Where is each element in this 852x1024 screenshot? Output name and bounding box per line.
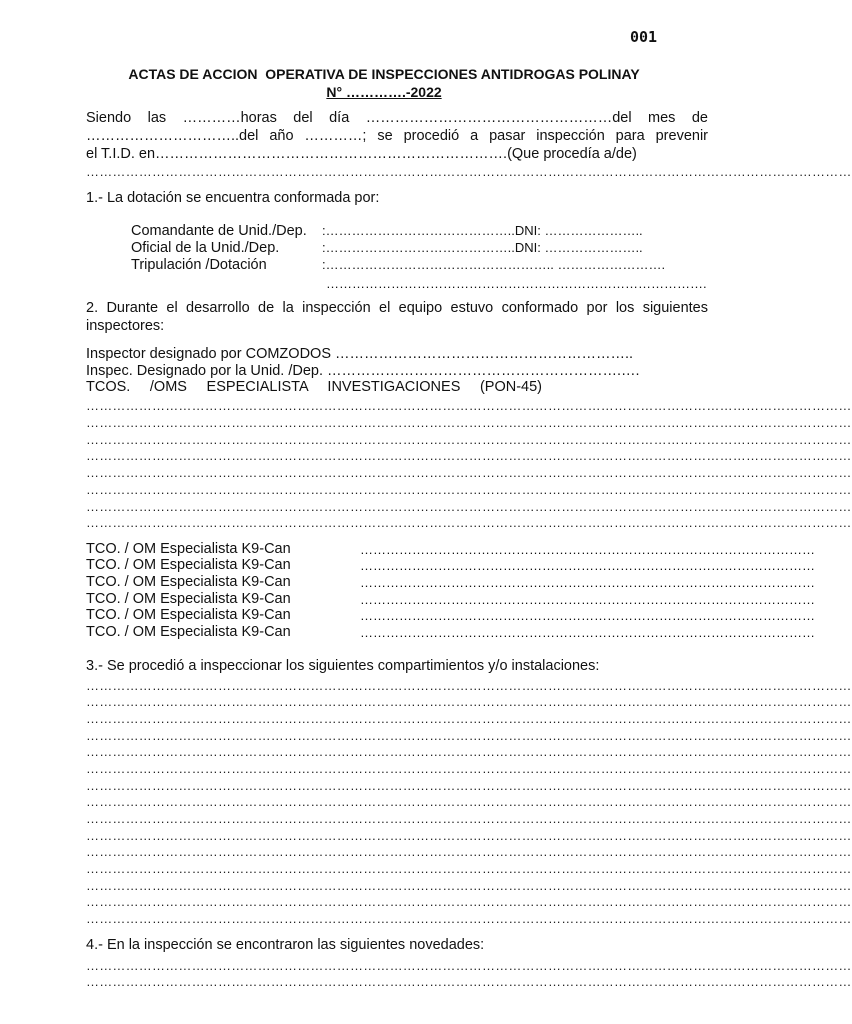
- section-4-heading: 4.- En la inspección se encontraron las siguientes novedades:: [86, 937, 485, 953]
- section-1-heading: 1.- La dotación se encuentra conformada por:: [86, 190, 380, 206]
- dot-line[interactable]: …………………………………………………………………………………………………………………………………………………………: [86, 778, 852, 793]
- dot-line[interactable]: …………………………………………………………………………………………………………………………………………………………: [86, 861, 852, 876]
- dot-line[interactable]: …………………………………………………………………………………………………………………………………………………………: [86, 958, 852, 973]
- k9-label: TCO. / OM Especialista K9-Can: [86, 591, 291, 607]
- dot-line[interactable]: …………………………………………………………………………………………………………………………………………………………: [86, 894, 852, 909]
- intro-line-3: el T.I.D. en……………………………………………………………….(Que procedía a/de): [86, 146, 637, 162]
- k9-label: TCO. / OM Especialista K9-Can: [86, 607, 291, 623]
- dot-line[interactable]: …………………………………………………………………………………………………………………………………………………………: [86, 694, 852, 709]
- officer-label: Oficial de la Unid./Dep.: [131, 240, 280, 256]
- section-2-heading-line-1: 2. Durante el desarrollo de la inspección el equipo estuvo conformado por los siguientes: [86, 300, 708, 316]
- dot-line[interactable]: …………………………………………………………………………………………………………………………………………………………: [86, 499, 852, 514]
- k9-label: TCO. / OM Especialista K9-Can: [86, 557, 291, 573]
- k9-field[interactable]: ……………………………………………………………………………………………: [360, 558, 815, 573]
- dot-line[interactable]: …………………………………………………………………………………………………………………………………………………………: [86, 811, 852, 826]
- tcos-label: TCOS. /OMS ESPECIALISTA INVESTIGACIONES (PON-45): [86, 379, 542, 395]
- dot-line[interactable]: …………………………………………………………………………………………………………………………………………………………: [86, 415, 852, 430]
- officer-field[interactable]: :……………………………………..DNI: …………………..: [322, 240, 643, 255]
- document-number: 001: [630, 28, 658, 46]
- dot-line[interactable]: …………………………………………………………………………………………………………………………………………………………: [86, 844, 852, 859]
- k9-label: TCO. / OM Especialista K9-Can: [86, 624, 291, 640]
- document-subtitle: N° ………….-2022: [326, 84, 442, 100]
- k9-label: TCO. / OM Especialista K9-Can: [86, 541, 291, 557]
- k9-field[interactable]: ……………………………………………………………………………………………: [360, 608, 815, 623]
- dot-line[interactable]: …………………………………………………………………………………………………………………………………………………………: [86, 711, 852, 726]
- dot-line[interactable]: …………………………………………………………………………………………………………………………………………………………: [86, 878, 852, 893]
- k9-label: TCO. / OM Especialista K9-Can: [86, 574, 291, 590]
- dot-line[interactable]: …………………………………………………………………………………………………………………………………………………………: [86, 515, 852, 530]
- dot-line[interactable]: …………………………………………………………………………………………………………………………………………………………: [86, 398, 852, 413]
- dot-line[interactable]: …………………………………………………………………………………………………………………………………………………………: [86, 448, 852, 463]
- inspector-comzodos-field[interactable]: Inspector designado por COMZODOS ……………………………………………………..: [86, 346, 634, 362]
- dot-line[interactable]: …………………………………………………………………………………………………………………………………………………………: [86, 744, 852, 759]
- document-title: ACTAS DE ACCION OPERATIVA DE INSPECCIONES ANTIDROGAS POLINAY: [128, 66, 640, 82]
- commander-field[interactable]: :……………………………………..DNI: …………………..: [322, 223, 643, 238]
- k9-field[interactable]: ……………………………………………………………………………………………: [360, 592, 815, 607]
- dot-line[interactable]: …………………………………………………………………………………………………………………………………………………………: [86, 482, 852, 497]
- intro-line-2: …………………………..del año …………; se procedió a pasar inspección para prevenir: [86, 128, 708, 144]
- dot-line[interactable]: …………………………………………………………………………………………………………………………………………………………: [86, 794, 852, 809]
- section-2-heading-line-2: inspectores:: [86, 318, 165, 334]
- k9-field[interactable]: ……………………………………………………………………………………………: [360, 575, 815, 590]
- crew-extra-field[interactable]: …………………………………………………………………………….: [326, 276, 707, 291]
- dot-line[interactable]: …………………………………………………………………………………………………………………………………………………………: [86, 761, 852, 776]
- crew-field[interactable]: :…………………………………………….. …………………….: [322, 257, 666, 272]
- dot-line[interactable]: …………………………………………………………………………………………………………………………………………………………: [86, 728, 852, 743]
- section-3-heading: 3.- Se procedió a inspeccionar los siguientes compartimientos y/o instalaciones:: [86, 658, 600, 674]
- crew-label: Tripulación /Dotación: [131, 257, 267, 273]
- dot-line[interactable]: …………………………………………………………………………………………………………………………………………………………: [86, 678, 852, 693]
- dot-line: …………………………………………………………………………………………………………………………………………………………: [86, 164, 852, 179]
- dot-line[interactable]: …………………………………………………………………………………………………………………………………………………………: [86, 432, 852, 447]
- dot-line[interactable]: …………………………………………………………………………………………………………………………………………………………: [86, 911, 852, 926]
- commander-label: Comandante de Unid./Dep.: [131, 223, 307, 239]
- dot-line[interactable]: …………………………………………………………………………………………………………………………………………………………: [86, 828, 852, 843]
- dot-line[interactable]: …………………………………………………………………………………………………………………………………………………………: [86, 465, 852, 480]
- dot-line[interactable]: …………………………………………………………………………………………………………………………………………………………: [86, 974, 852, 989]
- inspector-unid-field[interactable]: Inspec. Designado por la Unid. /Dep. …………………………………………………….….: [86, 363, 640, 379]
- k9-field[interactable]: ……………………………………………………………………………………………: [360, 542, 815, 557]
- intro-line-1: Siendo las …………horas del día ……………………………………………del mes de: [86, 110, 708, 126]
- k9-field[interactable]: ……………………………………………………………………………………………: [360, 625, 815, 640]
